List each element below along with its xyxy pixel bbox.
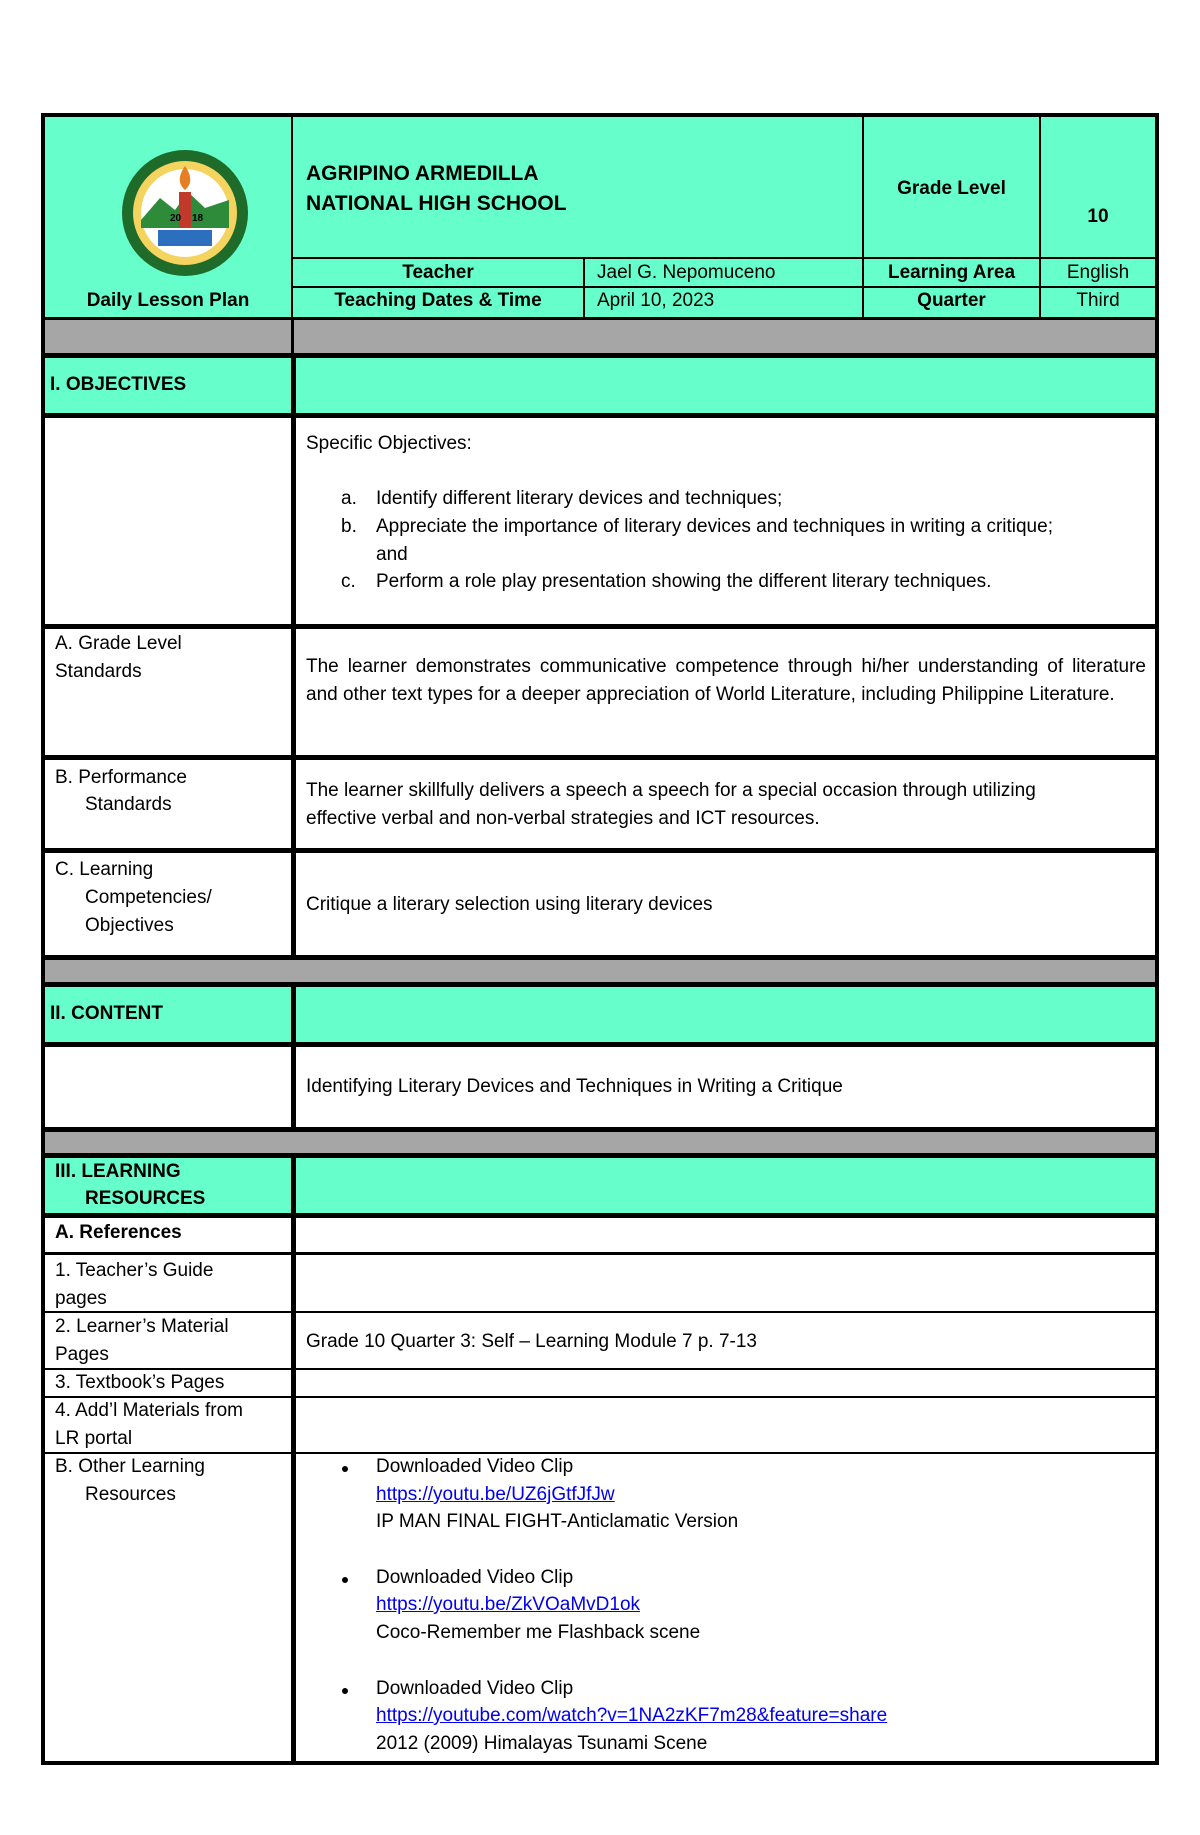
learning-area-value: English bbox=[1066, 262, 1130, 283]
performance-label-1: B. Performance bbox=[55, 767, 187, 788]
resources-heading-2: RESOURCES bbox=[85, 1188, 206, 1209]
performance-text-1: The learner skillfully delivers a speech a speech for a special occasion through utilizing bbox=[306, 780, 1036, 801]
content-heading: II. CONTENT bbox=[50, 1003, 163, 1024]
other-resources-label-1: B. Other Learning bbox=[55, 1456, 205, 1477]
grade-standards-label-2: Standards bbox=[55, 661, 142, 682]
video-1-label: Downloaded Video Clip bbox=[376, 1456, 574, 1477]
references-label: A. References bbox=[55, 1222, 182, 1243]
resources-heading-1: III. LEARNING bbox=[55, 1161, 181, 1182]
objective-item-b: Appreciate the importance of literary devices and techniques in writing a critique; bbox=[376, 516, 1053, 537]
addl-materials-label-2: LR portal bbox=[55, 1428, 133, 1449]
teacher-guide-label-2: pages bbox=[55, 1288, 107, 1309]
quarter-value: Third bbox=[1076, 290, 1120, 311]
school-name-line1: AGRIPINO ARMEDILLA bbox=[306, 162, 539, 185]
school-name-line2: NATIONAL HIGH SCHOOL bbox=[306, 192, 567, 215]
dates-value: April 10, 2023 bbox=[597, 290, 715, 311]
grade-standards-label-1: A. Grade Level bbox=[55, 633, 182, 654]
grade-standards-text: The learner demonstrates communicative competence through hi/her understanding of literature and other text types for a deeper appreciation of World Literature, including Philippine Literature. bbox=[306, 656, 1146, 705]
other-resources-label-2: Resources bbox=[85, 1484, 176, 1505]
objective-item-b-cont: and bbox=[376, 544, 408, 565]
addl-materials-label-1: 4. Add’l Materials from bbox=[55, 1400, 243, 1421]
quarter-label: Quarter bbox=[917, 290, 986, 311]
learning-area-label: Learning Area bbox=[887, 262, 1016, 283]
objective-marker-a: a. bbox=[341, 488, 357, 509]
teacher-label: Teacher bbox=[402, 262, 474, 283]
objective-marker-c: c. bbox=[341, 571, 356, 592]
teacher-guide-label-1: 1. Teacher’s Guide bbox=[55, 1260, 214, 1281]
competencies-label-3: Objectives bbox=[85, 915, 174, 936]
competencies-label-1: C. Learning bbox=[55, 859, 154, 880]
specific-objectives-label: Specific Objectives: bbox=[306, 433, 472, 454]
objectives-heading: I. OBJECTIVES bbox=[50, 374, 187, 395]
logo-year-left: 20 bbox=[170, 213, 182, 224]
textbook-label: 3. Textbook’s Pages bbox=[55, 1372, 225, 1393]
logo-year-right: 18 bbox=[192, 213, 204, 224]
video-2-caption: Coco-Remember me Flashback scene bbox=[376, 1622, 701, 1643]
video-3-caption: 2012 (2009) Himalayas Tsunami Scene bbox=[376, 1733, 708, 1754]
video-2-label: Downloaded Video Clip bbox=[376, 1567, 574, 1588]
performance-label-2: Standards bbox=[85, 794, 172, 815]
school-logo bbox=[120, 148, 250, 278]
performance-text-2: effective verbal and non-verbal strategies and ICT resources. bbox=[306, 808, 820, 829]
spacer-row bbox=[45, 320, 1155, 353]
video-1-caption: IP MAN FINAL FIGHT-Anticlamatic Version bbox=[376, 1511, 739, 1532]
video-3-label: Downloaded Video Clip bbox=[376, 1678, 574, 1699]
learner-material-label-2: Pages bbox=[55, 1344, 109, 1365]
content-heading-row bbox=[45, 987, 1155, 1042]
learner-material-value: Grade 10 Quarter 3: Self – Learning Module 7 p. 7-13 bbox=[306, 1331, 757, 1352]
teacher-value: Jael G. Nepomuceno bbox=[597, 262, 776, 283]
dates-label: Teaching Dates & Time bbox=[334, 290, 542, 311]
bullet-icon bbox=[342, 1688, 348, 1694]
learner-material-label-1: 2. Learner’s Material bbox=[55, 1316, 229, 1337]
grade-level-value: 10 bbox=[1087, 206, 1109, 227]
grade-level-label: Grade Level bbox=[897, 178, 1006, 199]
resources-heading-row bbox=[45, 1158, 1155, 1213]
objective-marker-b: b. bbox=[341, 516, 357, 537]
content-text: Identifying Literary Devices and Techniques in Writing a Critique bbox=[306, 1076, 843, 1097]
bullet-icon bbox=[342, 1577, 348, 1583]
objective-item-c: Perform a role play presentation showing the different literary techniques. bbox=[376, 571, 992, 592]
spacer-row bbox=[45, 960, 1155, 982]
video-3-link[interactable]: https://youtube.com/watch?v=1NA2zKF7m28&feature=share bbox=[376, 1705, 888, 1726]
bullet-icon bbox=[342, 1466, 348, 1472]
spacer-row bbox=[45, 1132, 1155, 1153]
competencies-text: Critique a literary selection using literary devices bbox=[306, 894, 713, 915]
doc-title: Daily Lesson Plan bbox=[86, 290, 250, 311]
objectives-heading-row bbox=[45, 358, 1155, 413]
competencies-label-2: Competencies/ bbox=[85, 887, 212, 908]
objective-item-a: Identify different literary devices and techniques; bbox=[376, 488, 783, 509]
video-2-link[interactable]: https://youtu.be/ZkVOaMvD1ok bbox=[376, 1594, 641, 1615]
video-1-link[interactable]: https://youtu.be/UZ6jGtfJfJw bbox=[376, 1484, 615, 1505]
